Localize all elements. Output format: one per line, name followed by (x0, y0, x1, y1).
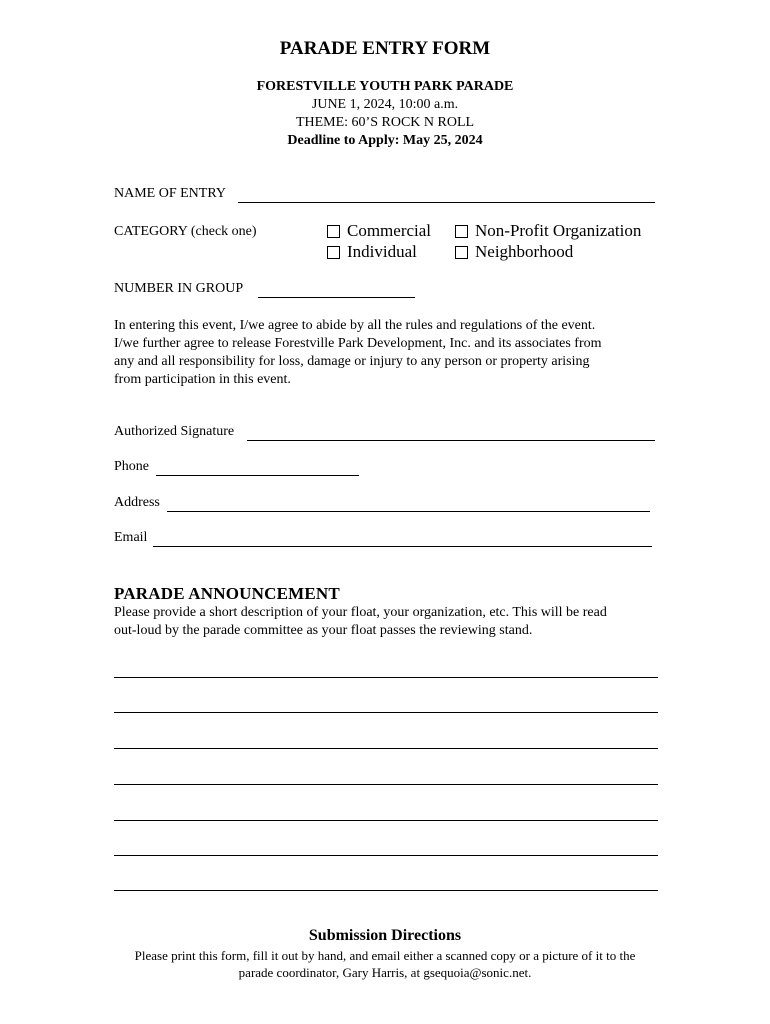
submission-line: Please print this form, fill it out by hand, and email either a scanned copy or a picture of it to the (134, 948, 636, 963)
authorized-signature-label: Authorized Signature (114, 424, 235, 439)
announcement-input-line[interactable] (114, 748, 658, 749)
authorized-signature-field[interactable] (247, 440, 655, 441)
event-date-time: JUNE 1, 2024, 10:00 a.m. (311, 97, 459, 112)
email-field[interactable] (153, 546, 652, 547)
announcement-input-line[interactable] (114, 784, 658, 785)
checkbox-commercial[interactable] (327, 221, 431, 241)
agreement-line: In entering this event, I/we agree to abide by all the rules and regulations of the event. (114, 318, 596, 333)
checkbox-non-profit-label: Non-Profit Organization (475, 221, 642, 240)
submission-line: parade coordinator, Gary Harris, at gsequoia@sonic.net. (238, 965, 532, 980)
name-of-entry-field[interactable] (238, 202, 655, 203)
announcement-input-line[interactable] (114, 712, 658, 713)
event-theme: THEME: 60’S ROCK N ROLL (295, 115, 475, 130)
phone-label: Phone (114, 459, 149, 474)
address-field[interactable] (167, 511, 650, 512)
checkbox-neighborhood[interactable] (455, 242, 573, 262)
agreement-line: from participation in this event. (114, 372, 291, 387)
phone-field[interactable] (156, 475, 359, 476)
announcement-input-line[interactable] (114, 820, 658, 821)
announcement-input-line[interactable] (114, 677, 658, 678)
agreement-line: I/we further agree to release Forestville Park Development, Inc. and its associates from (114, 336, 602, 351)
submission-heading: Submission Directions (308, 927, 462, 944)
checkbox-commercial-label: Commercial (347, 221, 432, 240)
checkbox-non-profit[interactable] (455, 221, 641, 241)
form-title: PARADE ENTRY FORM (279, 38, 491, 59)
submission-text (0, 947, 770, 981)
checkbox-individual-label: Individual (347, 242, 417, 261)
agreement-text (114, 317, 659, 389)
agreement-line: any and all responsibility for loss, damage or injury to any person or property arising (114, 354, 590, 369)
announcement-line: Please provide a short description of your float, your organization, etc. This will be read (114, 605, 607, 620)
email-label: Email (114, 530, 148, 545)
checkbox-neighborhood-label: Neighborhood (475, 242, 574, 261)
number-in-group-label: NUMBER IN GROUP (114, 281, 244, 296)
name-of-entry-label: NAME OF ENTRY (114, 186, 227, 201)
application-deadline: Deadline to Apply: May 25, 2024 (287, 133, 483, 148)
announcement-heading: PARADE ANNOUNCEMENT (114, 584, 340, 603)
announcement-input-line[interactable] (114, 855, 658, 856)
announcement-instructions (114, 604, 659, 640)
checkbox-individual[interactable] (327, 242, 417, 262)
category-label: CATEGORY (check one) (114, 224, 257, 239)
checkbox-icon[interactable] (455, 246, 468, 259)
address-label: Address (114, 495, 160, 510)
announcement-line: out-loud by the parade committee as your float passes the reviewing stand. (114, 623, 533, 638)
announcement-input-line[interactable] (114, 890, 658, 891)
number-in-group-field[interactable] (258, 297, 415, 298)
checkbox-icon[interactable] (327, 246, 340, 259)
checkbox-icon[interactable] (455, 225, 468, 238)
checkbox-icon[interactable] (327, 225, 340, 238)
event-name: FORESTVILLE YOUTH PARK PARADE (256, 79, 514, 94)
